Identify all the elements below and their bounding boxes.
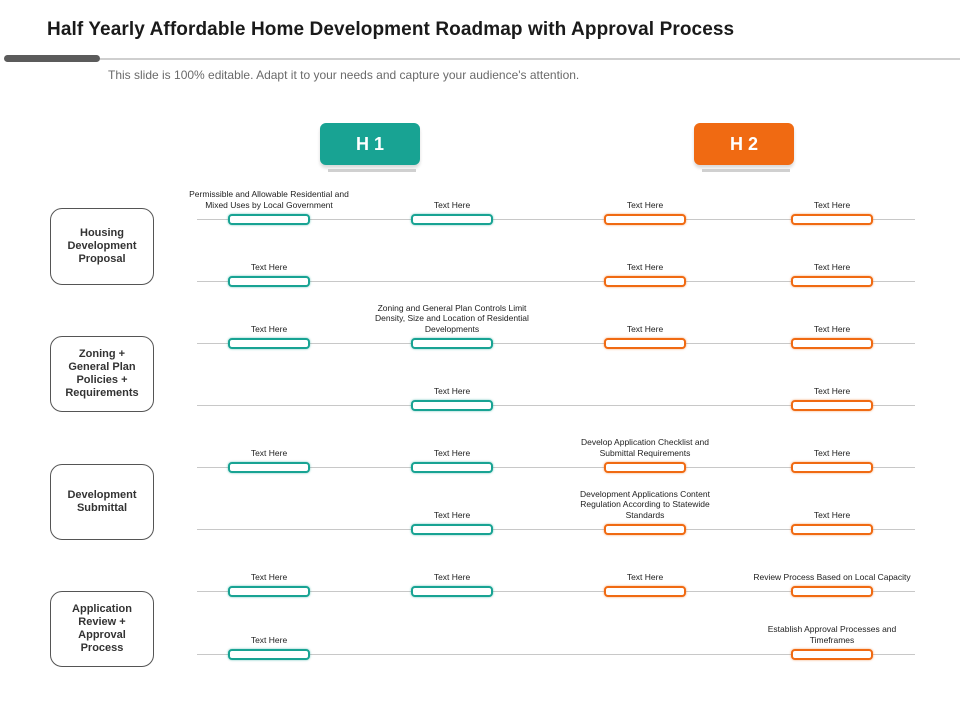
task-label: Review Process Based on Local Capacity [753, 571, 911, 582]
task-bar [604, 276, 686, 287]
task-label: Text Here [250, 447, 288, 458]
task-label: Text Here [250, 261, 288, 272]
task-label: Text Here [250, 634, 288, 645]
task-bar [228, 649, 310, 660]
task-bar [411, 400, 493, 411]
stage-zoning-general-plan: Zoning + General Plan Policies + Requirements [50, 336, 154, 412]
task-bar [791, 276, 873, 287]
title-accent-bar [4, 55, 100, 62]
task-bar [791, 649, 873, 660]
task-label: Zoning and General Plan Controls Limit Density, Size and Location of Residential Developments [375, 302, 529, 334]
task-label: Text Here [813, 447, 851, 458]
task-label: Permissible and Allowable Residential and Mixed Uses by Local Government [189, 189, 349, 210]
task-bar [791, 338, 873, 349]
task-bar [604, 214, 686, 225]
title-divider [100, 58, 960, 60]
half-tab-h2: H 2 [694, 123, 794, 165]
task-label: Develop Application Checklist and Submittal Requirements [580, 437, 710, 458]
task-bar [228, 214, 310, 225]
task-label: Text Here [433, 509, 471, 520]
task-bar [228, 338, 310, 349]
task-label: Text Here [250, 323, 288, 334]
task-bar [791, 586, 873, 597]
task-bar [604, 586, 686, 597]
stage-housing-development-proposal: Housing Development Proposal [50, 208, 154, 285]
task-label: Text Here [813, 509, 851, 520]
task-label: Text Here [626, 571, 664, 582]
task-label: Text Here [626, 199, 664, 210]
task-bar [791, 214, 873, 225]
page-subtitle: This slide is 100% editable. Adapt it to your needs and capture your audience's attention. [108, 68, 580, 82]
task-label: Text Here [813, 385, 851, 396]
task-label: Text Here [250, 571, 288, 582]
task-bar [411, 524, 493, 535]
task-label: Text Here [813, 199, 851, 210]
task-bar [791, 524, 873, 535]
task-bar [791, 462, 873, 473]
task-label: Text Here [813, 323, 851, 334]
task-bar [411, 586, 493, 597]
stage-development-submittal: Development Submittal [50, 464, 154, 540]
stage-application-review: Application Review + Approval Process [50, 591, 154, 667]
task-bar [411, 462, 493, 473]
task-bar [604, 462, 686, 473]
task-bar [604, 338, 686, 349]
task-label: Development Applications Content Regulation According to Statewide Standards [580, 488, 710, 520]
task-label: Text Here [433, 447, 471, 458]
task-bar [411, 338, 493, 349]
task-label: Establish Approval Processes and Timeframes [767, 624, 897, 645]
task-bar [604, 524, 686, 535]
task-bar [791, 400, 873, 411]
task-bar [228, 462, 310, 473]
task-label: Text Here [433, 199, 471, 210]
task-bar [228, 276, 310, 287]
half-tab-h1: H 1 [320, 123, 420, 165]
task-label: Text Here [433, 385, 471, 396]
task-label: Text Here [433, 571, 471, 582]
task-label: Text Here [813, 261, 851, 272]
page-title: Half Yearly Affordable Home Development Roadmap with Approval Process [47, 19, 735, 40]
task-label: Text Here [626, 323, 664, 334]
task-bar [228, 586, 310, 597]
task-label: Text Here [626, 261, 664, 272]
task-bar [411, 214, 493, 225]
